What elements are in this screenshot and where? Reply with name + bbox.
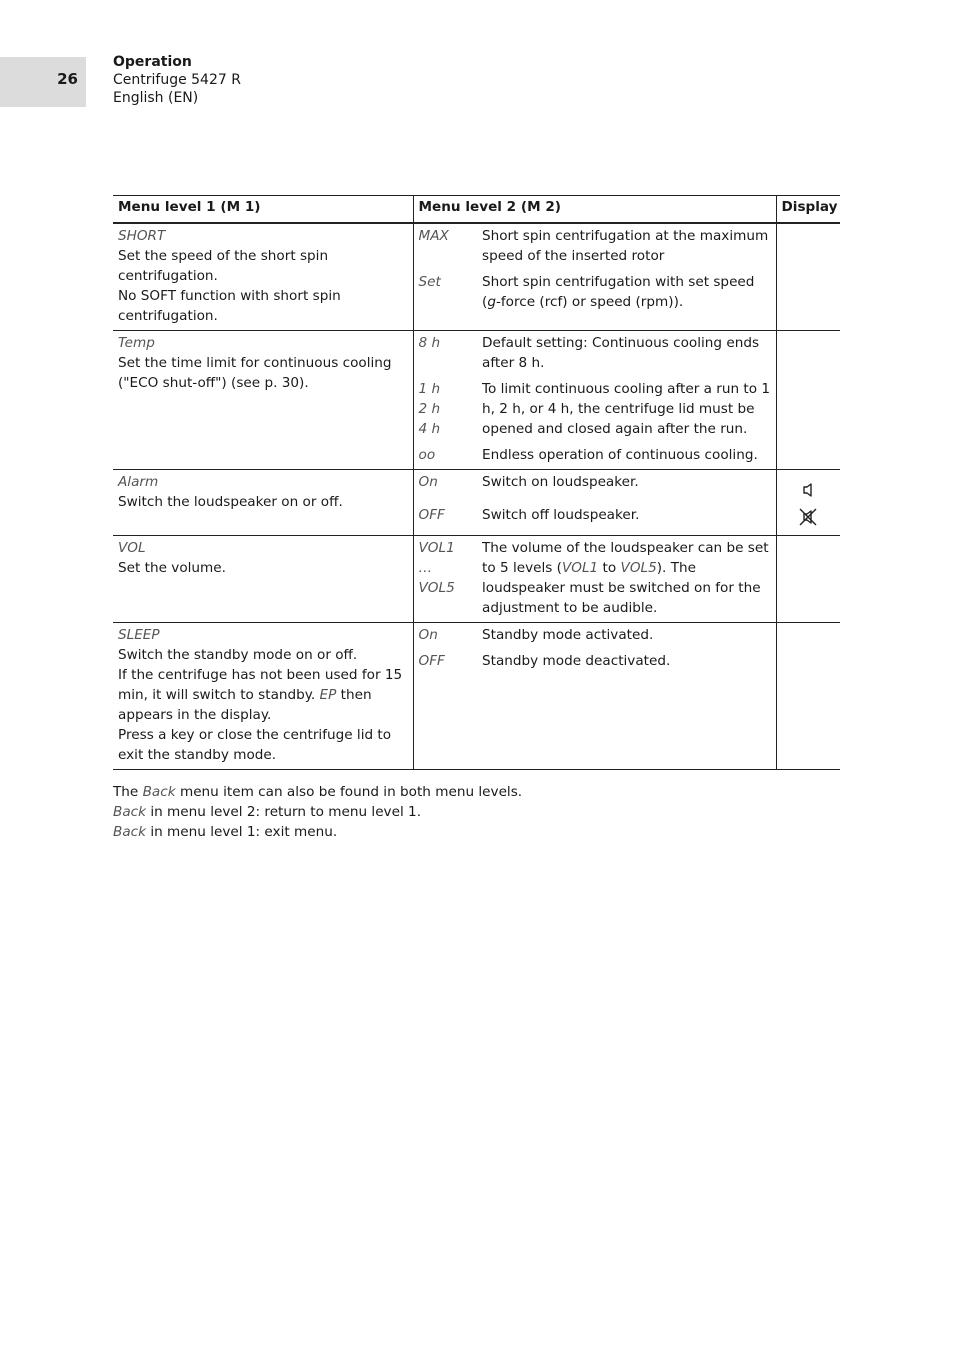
m2-desc-cell <box>477 623 776 770</box>
footer-notes <box>113 782 522 842</box>
footer-line: The Back menu item can also be found in both menu levels. <box>113 784 523 800</box>
speaker-icon <box>801 482 815 498</box>
page-number: 26 <box>57 70 78 88</box>
m2-value: oo <box>418 447 436 463</box>
language-label: English (EN) <box>113 90 199 106</box>
m2-value: Set <box>418 274 441 290</box>
table-row <box>113 223 840 331</box>
m2-desc-cell <box>477 331 776 470</box>
table-row <box>113 470 840 536</box>
m2-value: 8 h <box>418 335 441 351</box>
menu-table <box>113 195 840 770</box>
m1-name: Alarm <box>118 474 159 490</box>
m2-values-cell <box>413 623 477 770</box>
m2-value: … <box>418 560 433 576</box>
table-row <box>113 536 840 623</box>
section-title: Operation <box>113 54 192 70</box>
display-cell <box>776 331 840 470</box>
footer-line: Back in menu level 2: return to menu level 1. <box>113 804 422 820</box>
m2-desc: Switch on loudspeaker. <box>482 474 639 490</box>
m1-desc: Set the volume. <box>118 560 226 576</box>
m2-value: VOL1 <box>418 540 455 556</box>
m2-value: On <box>418 474 438 490</box>
header-menu-level-2: Menu level 2 (M 2) <box>413 196 776 224</box>
header-display: Display <box>776 196 840 224</box>
m2-values-cell <box>413 536 477 623</box>
m1-name: SLEEP <box>118 627 160 643</box>
footer-line: Back in menu level 1: exit menu. <box>113 824 338 840</box>
m1-desc: No SOFT function with short spin centrifugation. <box>118 288 341 324</box>
m2-value: VOL5 <box>418 580 455 596</box>
m2-desc: Default setting: Continuous cooling ends after 8 h. <box>482 335 760 371</box>
page-header <box>113 53 241 107</box>
m2-value: OFF <box>418 507 445 523</box>
m2-desc-cell <box>477 470 776 536</box>
m2-desc: The volume of the loudspeaker can be set to 5 levels (VOL1 to VOL5). The loudspeaker must be switched on for the adjustment to be audible. <box>482 540 769 616</box>
m2-desc: Short spin centrifugation with set speed (g-force (rcf) or speed (rpm)). <box>482 274 755 310</box>
m2-values-cell <box>413 223 477 331</box>
m2-desc: Short spin centrifugation at the maximum speed of the inserted rotor <box>482 228 769 264</box>
display-cell <box>776 223 840 331</box>
m1-cell <box>113 623 413 770</box>
m1-cell <box>113 536 413 623</box>
m1-desc: Set the speed of the short spin centrifugation. <box>118 248 329 284</box>
m1-desc: Set the time limit for continuous cooling ("ECO shut-off") (see p. 30). <box>118 355 392 391</box>
m2-values-cell <box>413 470 477 536</box>
product-name: Centrifuge 5427 R <box>113 72 241 88</box>
table-header-row <box>113 196 840 224</box>
m2-value: 2 h <box>418 401 441 417</box>
speaker-off-icon <box>798 507 818 527</box>
m1-name: VOL <box>118 540 146 556</box>
m2-desc: Standby mode activated. <box>482 627 654 643</box>
m1-desc: Switch the loudspeaker on or off. <box>118 494 343 510</box>
m1-cell <box>113 470 413 536</box>
m2-value: On <box>418 627 438 643</box>
m2-desc: Standby mode deactivated. <box>482 653 671 669</box>
m2-value: MAX <box>418 228 449 244</box>
m1-desc: If the centrifuge has not been used for 15 min, it will switch to standby. EP then appears in the display. <box>118 667 403 723</box>
m2-desc-cell <box>477 223 776 331</box>
m2-value: OFF <box>418 653 445 669</box>
table-row <box>113 623 840 770</box>
m2-desc: To limit continuous cooling after a run to 1 h, 2 h, or 4 h, the centrifuge lid must be opened and closed again after the run. <box>482 381 771 437</box>
display-cell <box>776 623 840 770</box>
m2-desc: Switch off loudspeaker. <box>482 507 640 523</box>
m1-desc: Press a key or close the centrifuge lid to exit the standby mode. <box>118 727 392 763</box>
m2-value: 1 h <box>418 381 441 397</box>
m1-cell <box>113 331 413 470</box>
m2-desc-cell <box>477 536 776 623</box>
m1-cell <box>113 223 413 331</box>
m1-name: SHORT <box>118 228 166 244</box>
header-menu-level-1: Menu level 1 (M 1) <box>113 196 413 224</box>
m2-desc: Endless operation of continuous cooling. <box>482 447 758 463</box>
display-cell <box>776 470 840 536</box>
m2-values-cell <box>413 331 477 470</box>
table-row <box>113 331 840 470</box>
m1-desc: Switch the standby mode on or off. <box>118 647 358 663</box>
display-cell <box>776 536 840 623</box>
m2-value: 4 h <box>418 421 441 437</box>
m1-name: Temp <box>118 335 155 351</box>
